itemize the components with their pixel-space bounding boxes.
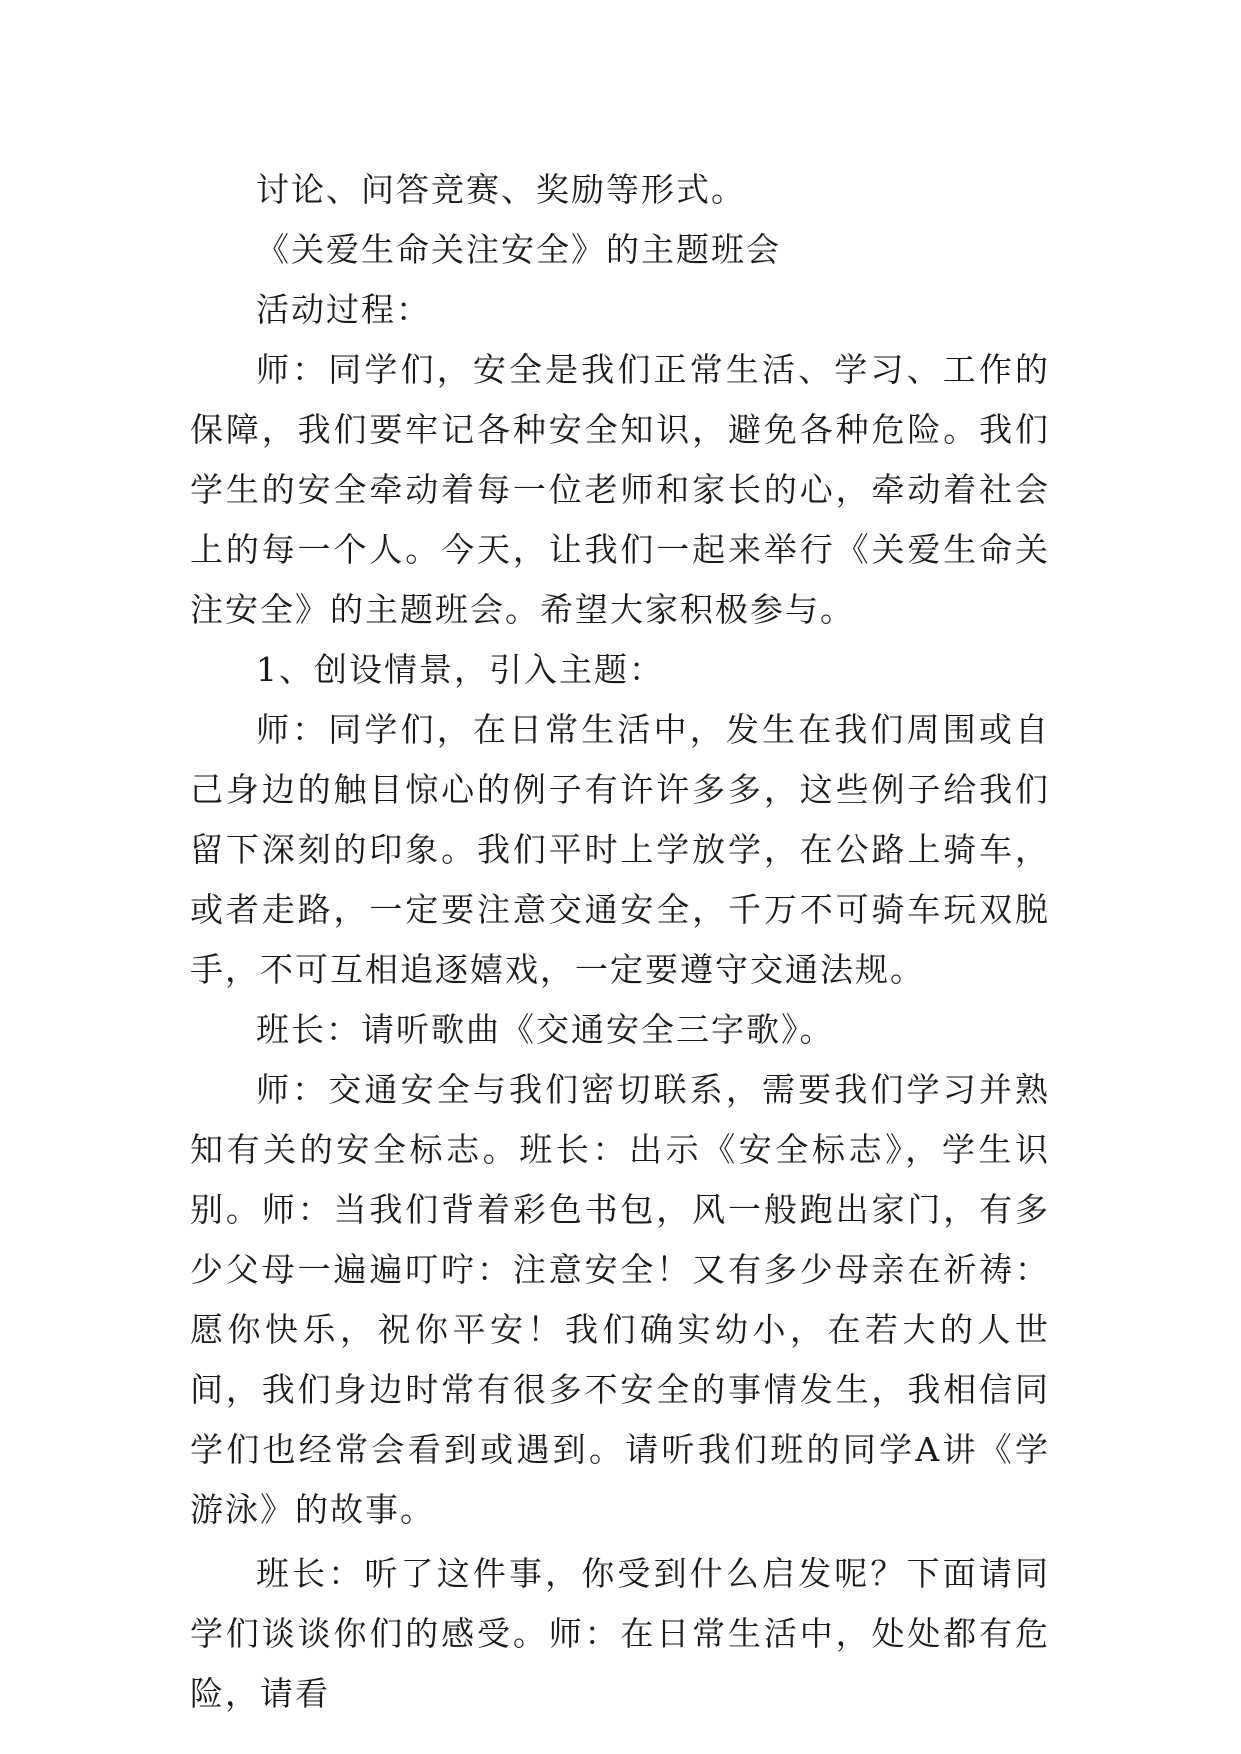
document-body [190,160,1050,1724]
paragraph-monitor-discussion: 班长：听了这件事，你受到什么启发呢？下面请同学们谈谈你们的感受。师：在日常生活中，处处都有危险，请看 [190,1554,1050,1713]
paragraph-monitor-song: 班长：请听歌曲《交通安全三字歌》。 [256,1010,835,1049]
paragraph-section-1-heading: 1、创设情景，引入主题： [256,650,664,689]
paragraph-process-heading: 活动过程： [256,290,431,329]
paragraph-teacher-opening: 师：同学们，安全是我们正常生活、学习、工作的保障，我们要牢记各种安全知识，避免各种危险。我们学生的安全牵动着每一位老师和家长的心，牵动着社会上的每一个人。今天，让我们一起来举行《关爱生命关注安全》的主题班会。希望大家积极参与。 [190,350,1050,629]
paragraph-teacher-signs: 师：交通安全与我们密切联系，需要我们学习并熟知有关的安全标志。班长：出示《安全标志》，学生识别。师：当我们背着彩色书包，风一般跑出家门，有多少父母一遍遍叮咛：注意安全！又有多少母亲在祈祷：愿你快乐，祝你平安！我们确实幼小，在若大的人世间，我们身边时常有很多不安全的事情发生，我相信同学们也经常会看到或遇到。请听我们班的同学A讲《学游泳》的故事。 [190,1070,1050,1529]
paragraph-activity-forms: 讨论、问答竞赛、奖励等形式。 [256,170,746,209]
paragraph-teacher-traffic: 师：同学们，在日常生活中，发生在我们周围或自己身边的触目惊心的例子有许许多多，这些例子给我们留下深刻的印象。我们平时上学放学，在公路上骑车，或者走路，一定要注意交通安全，千万不可骑车玩双脱手，不可互相追逐嬉戏，一定要遵守交通法规。 [190,710,1050,989]
paragraph-meeting-title: 《关爱生命关注安全》的主题班会 [256,230,781,269]
